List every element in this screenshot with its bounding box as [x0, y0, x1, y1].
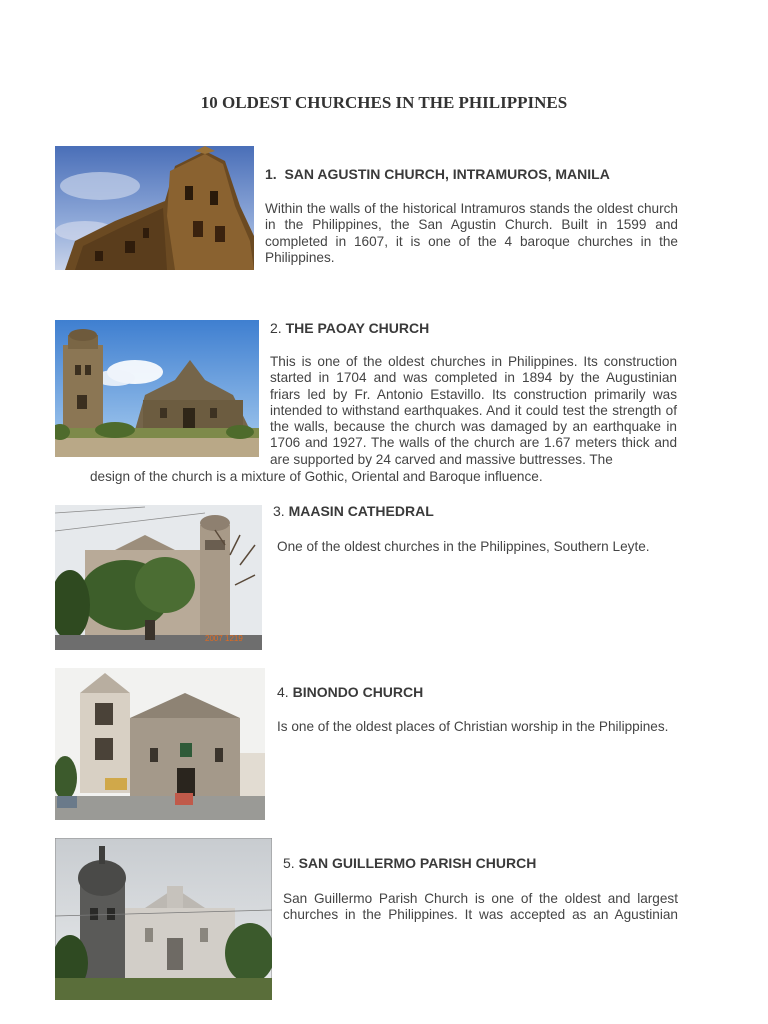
- church-1-name: SAN AGUSTIN CHURCH, INTRAMUROS, MANILA: [284, 166, 610, 182]
- church-2-number: 2.: [270, 320, 282, 336]
- church-2-description-continued: design of the church is a mixture of Gothic, Oriental and Baroque influence.: [90, 469, 543, 484]
- binondo-church-photo: [55, 668, 265, 820]
- church-4-number: 4.: [277, 684, 289, 700]
- church-3-heading: [273, 503, 434, 519]
- church-3-number: 3.: [273, 503, 285, 519]
- maasin-photo-date-stamp: 2007 1219: [205, 634, 243, 643]
- church-2-description: This is one of the oldest churches in Philippines. Its construction started in 1704 and was completed in 1894 by the Augustinian friars led by Fr. Antonio Estavillo. Its construction primarily was intended to withstand earthquakes. And it could test the strength of the walls, because the church was damaged by an earthquake in 1706 and 1927. The walls of the church are 1.67 meters thick and are supported by 24 carved and massive buttresses. The: [270, 354, 677, 467]
- church-4-name: BINONDO CHURCH: [292, 684, 424, 700]
- church-1-heading: [265, 166, 610, 182]
- paoay-church-photo: [55, 320, 259, 457]
- church-5-name: SAN GUILLERMO PARISH CHURCH: [298, 855, 537, 871]
- church-5-description: San Guillermo Parish Church is one of the oldest and largest churches in the Philippines. It was accepted as an Agustinian: [283, 891, 678, 923]
- church-3-description: One of the oldest churches in the Philippines, Southern Leyte.: [277, 539, 650, 554]
- church-5-heading: [283, 855, 536, 871]
- maasin-cathedral-photo: [55, 505, 262, 650]
- san-guillermo-church-photo: [55, 838, 272, 1000]
- church-4-heading: [277, 684, 423, 700]
- san-agustin-church-photo: [55, 146, 254, 270]
- church-2-heading: [270, 320, 429, 336]
- church-1-description: Within the walls of the historical Intramuros stands the oldest church in the Philippines, the San Agustin Church. Built in 1599 and completed in 1607, it is one of the 4 baroque churches in the Philippines.: [265, 201, 678, 265]
- church-4-description: Is one of the oldest places of Christian worship in the Philippines.: [277, 719, 669, 734]
- church-1-number: 1.: [265, 166, 277, 182]
- church-5-number: 5.: [283, 855, 295, 871]
- document-title: 10 OLDEST CHURCHES IN THE PHILIPPINES: [200, 93, 568, 112]
- church-2-name: THE PAOAY CHURCH: [285, 320, 430, 336]
- church-3-name: MAASIN CATHEDRAL: [288, 503, 434, 519]
